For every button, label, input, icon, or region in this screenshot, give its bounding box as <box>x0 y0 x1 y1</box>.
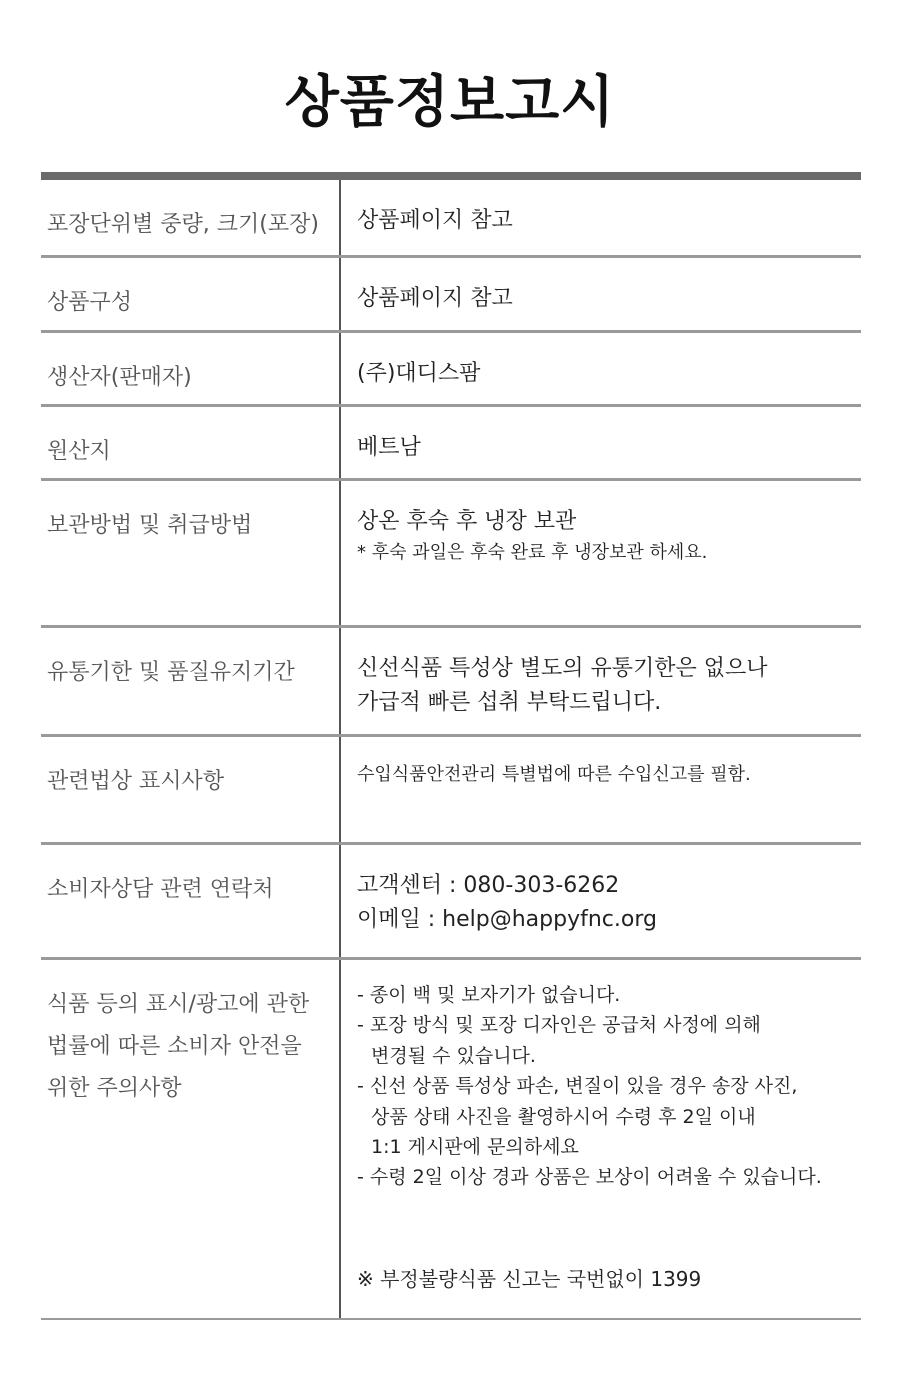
label-text: 식품 등의 표시/광고에 관한 <box>47 992 310 1017</box>
label-text: 위한 주의사항 <box>47 1075 182 1101</box>
table-row <box>41 407 861 481</box>
row-label <box>41 737 341 842</box>
caution-item: - 포장 방식 및 포장 디자인은 공급처 사정에 의해 <box>357 1014 761 1037</box>
label-text: 법률에 따른 소비자 안전을 <box>47 1033 302 1059</box>
value-note: * 후숙 과일은 후숙 완료 후 냉장보관 하세요. <box>357 542 708 564</box>
row-value <box>341 481 861 625</box>
label-text: 관련법상 표시사항 <box>47 769 225 794</box>
row-value <box>341 737 861 842</box>
table-row <box>41 481 861 628</box>
value-text: (주)대디스팜 <box>357 361 481 386</box>
label-text: 상품구성 <box>47 290 133 315</box>
caution-item-cont: 1:1 게시판에 문의하세요 <box>371 1135 579 1158</box>
table-row <box>41 180 861 258</box>
table-row <box>41 258 861 333</box>
table-row <box>41 333 861 407</box>
label-text: 소비자상담 관련 연락처 <box>47 877 274 902</box>
row-label <box>41 481 341 625</box>
table-row <box>41 960 861 1320</box>
label-text: 포장단위별 중량, 크기(포장) <box>47 212 319 237</box>
label-text: 원산지 <box>47 439 111 464</box>
row-value <box>341 258 861 330</box>
row-label <box>41 960 341 1318</box>
info-table <box>41 172 861 1320</box>
label-text: 보관방법 및 취급방법 <box>47 513 253 538</box>
value-text: 가급적 빠른 섭취 부탁드립니다. <box>357 690 662 716</box>
caution-item-cont: 변경될 수 있습니다. <box>371 1044 536 1067</box>
caution-item-cont: 상품 상태 사진을 촬영하시어 수령 후 2일 이내 <box>371 1105 756 1128</box>
value-text: 베트남 <box>357 435 421 460</box>
row-label <box>41 628 341 734</box>
row-label <box>41 333 341 404</box>
label-text: 생산자(판매자) <box>47 365 192 390</box>
row-label <box>41 845 341 957</box>
caution-item: - 수령 2일 이상 경과 상품은 보상이 어려울 수 있습니다. <box>357 1166 822 1189</box>
value-text: 상온 후숙 후 냉장 보관 <box>357 509 577 534</box>
value-text: 신선식품 특성상 별도의 유통기한은 없으나 <box>357 656 768 681</box>
table-row <box>41 845 861 960</box>
row-value <box>341 407 861 478</box>
row-label <box>41 180 341 255</box>
table-row <box>41 737 861 845</box>
value-text: 상품페이지 참고 <box>357 208 513 233</box>
contact-phone: 고객센터 : 080-303-6262 <box>357 873 620 898</box>
contact-email: 이메일 : help@happyfnc.org <box>357 907 657 933</box>
caution-item: - 종이 백 및 보자기가 없습니다. <box>357 984 621 1006</box>
row-value <box>341 845 861 957</box>
value-text: 상품페이지 참고 <box>357 286 513 311</box>
value-text: 수입식품안전관리 특별법에 따른 수입신고를 필함. <box>357 764 751 785</box>
label-text: 유통기한 및 품질유지기간 <box>47 660 295 685</box>
table-row <box>41 628 861 737</box>
page-title: 상품정보고시 <box>284 70 616 135</box>
row-label <box>41 258 341 330</box>
row-value <box>341 960 861 1318</box>
row-value <box>341 180 861 255</box>
row-value <box>341 628 861 734</box>
row-value <box>341 333 861 404</box>
caution-item: - 신선 상품 특성상 파손, 변질이 있을 경우 송장 사진, <box>357 1075 798 1098</box>
row-label <box>41 407 341 478</box>
report-notice: ※ 부정불량식품 신고는 국번없이 1399 <box>357 1266 702 1291</box>
